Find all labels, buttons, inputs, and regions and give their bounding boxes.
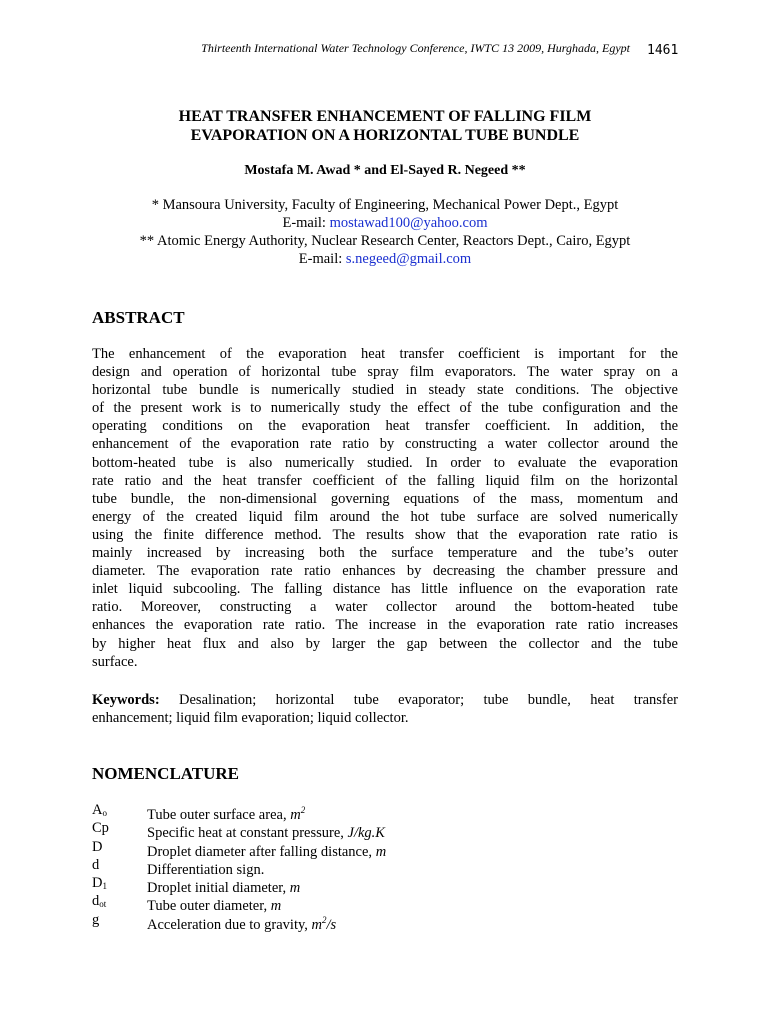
email-label: E-mail: <box>282 215 330 231</box>
paper-title <box>92 107 678 145</box>
abstract-line: tube bundle, the non-dimensional governing equations of the mass, momentum and <box>92 490 678 507</box>
nomenclature-definition: Differentiation sign. <box>147 861 265 878</box>
abstract-line: using the finite difference method. The results show that the evaporation rate ratio is <box>92 526 678 543</box>
nomenclature-list <box>92 801 678 933</box>
abstract-line: energy of the created liquid film around the hot tube surface are solved numerically <box>92 508 678 525</box>
abstract-line: by higher heat flux and also by larger the gap between the collector and the tube <box>92 635 678 652</box>
nomenclature-symbol: d <box>92 856 100 873</box>
nomenclature-heading: NOMENCLATURE <box>92 764 240 783</box>
abstract-line: surface. <box>92 653 138 670</box>
page-number: 1461 <box>647 43 679 58</box>
abstract-line: of the present work is to numerically study the effect of the tube configuration and the <box>92 400 678 417</box>
nomenclature-definition: Tube outer surface area, $m^2$ <box>147 805 306 823</box>
nomenclature-entry <box>92 819 678 842</box>
affiliation-text: * Mansoura University, Faculty of Engineering, Mechanical Power Dept., Egypt <box>151 197 619 213</box>
abstract-line: diameter. The evaporation rate ratio enhances by decreasing the chamber pressure and <box>92 563 678 580</box>
email-label: E-mail: <box>298 251 346 267</box>
abstract-line: inlet liquid subcooling. The falling distance has little influence on the evaporation rate <box>92 581 678 598</box>
nomenclature-symbol: $A_o$ <box>92 802 107 818</box>
nomenclature-symbol: $D_1$ <box>92 875 107 892</box>
authors: Mostafa M. Awad * and El-Sayed R. Negeed ** <box>244 163 526 178</box>
nomenclature-entry <box>92 892 678 915</box>
abstract-line: bottom-heated tube is also numerically studied. In order to evaluate the evaporation <box>92 454 678 471</box>
affiliation-2 <box>92 232 678 268</box>
email-line <box>92 214 678 232</box>
title-line: HEAT TRANSFER ENHANCEMENT OF FALLING FILM <box>178 108 592 125</box>
keywords-line: enhancement; liquid film evaporation; liquid collector. <box>92 710 409 727</box>
abstract-line: mainly increased by increasing both the surface temperature and the tube’s outer <box>92 545 678 562</box>
abstract-line: enhancement of the evaporation rate ratio by constructing a water collector around the <box>92 436 678 453</box>
abstract-line: The enhancement of the evaporation heat transfer coefficient is important for the <box>92 346 678 362</box>
nomenclature-entry <box>92 801 678 823</box>
running-header: Thirteenth International Water Technology Conference, IWTC 13 2009, Hurghada, Egypt <box>201 41 630 55</box>
nomenclature-entry <box>92 911 678 933</box>
nomenclature-definition: Droplet diameter after falling distance, m <box>147 843 387 860</box>
affiliation-text: ** Atomic Energy Authority, Nuclear Research Center, Reactors Dept., Cairo, Egypt <box>139 233 631 249</box>
nomenclature-entry <box>92 856 678 878</box>
nomenclature-entry <box>92 838 678 860</box>
keywords <box>92 691 678 727</box>
keywords-label: Keywords: <box>92 692 160 708</box>
nomenclature-entry <box>92 874 678 897</box>
keywords-line <box>92 691 678 709</box>
abstract-line: rate ratio and the heat transfer coefficient of the falling liquid film on the horizontal <box>92 472 678 489</box>
abstract-line: ratio. Moreover, constructing a water collector around the bottom-heated tube <box>92 599 678 616</box>
nomenclature-definition: Specific heat at constant pressure, J/kg.K <box>147 825 385 842</box>
nomenclature-definition: Tube outer diameter, m <box>147 898 282 915</box>
nomenclature-symbol: g <box>92 911 100 928</box>
nomenclature-symbol: $d_{ot}$ <box>92 893 107 910</box>
abstract-line: operating conditions on the evaporation heat transfer coefficient. In addition, the <box>92 418 678 435</box>
abstract-body <box>92 345 678 671</box>
keywords-text: Desalination; horizontal tube evaporator; tube bundle, heat transfer <box>179 692 678 708</box>
abstract-line: horizontal tube bundle is numerically studied in steady state conditions. The objective <box>92 382 678 399</box>
title-line: EVAPORATION ON A HORIZONTAL TUBE BUNDLE <box>190 127 580 144</box>
nomenclature-definition: Acceleration due to gravity, $m^2/s$ <box>147 914 337 933</box>
abstract-line: enhances the evaporation rate ratio. The increase in the evaporation rate ratio increases <box>92 617 678 634</box>
nomenclature-symbol: Cp <box>92 820 109 837</box>
email-link[interactable]: s.negeed@gmail.com <box>345 251 472 267</box>
nomenclature-symbol: D <box>92 838 103 855</box>
email-line <box>92 250 678 268</box>
abstract-heading: ABSTRACT <box>92 308 185 327</box>
affiliation-1 <box>92 196 678 232</box>
abstract-line: design and operation of horizontal tube spray film evaporators. The water spray on a <box>92 364 678 381</box>
email-link[interactable]: mostawad100@yahoo.com <box>329 215 488 231</box>
nomenclature-definition: Droplet initial diameter, m <box>147 880 301 897</box>
